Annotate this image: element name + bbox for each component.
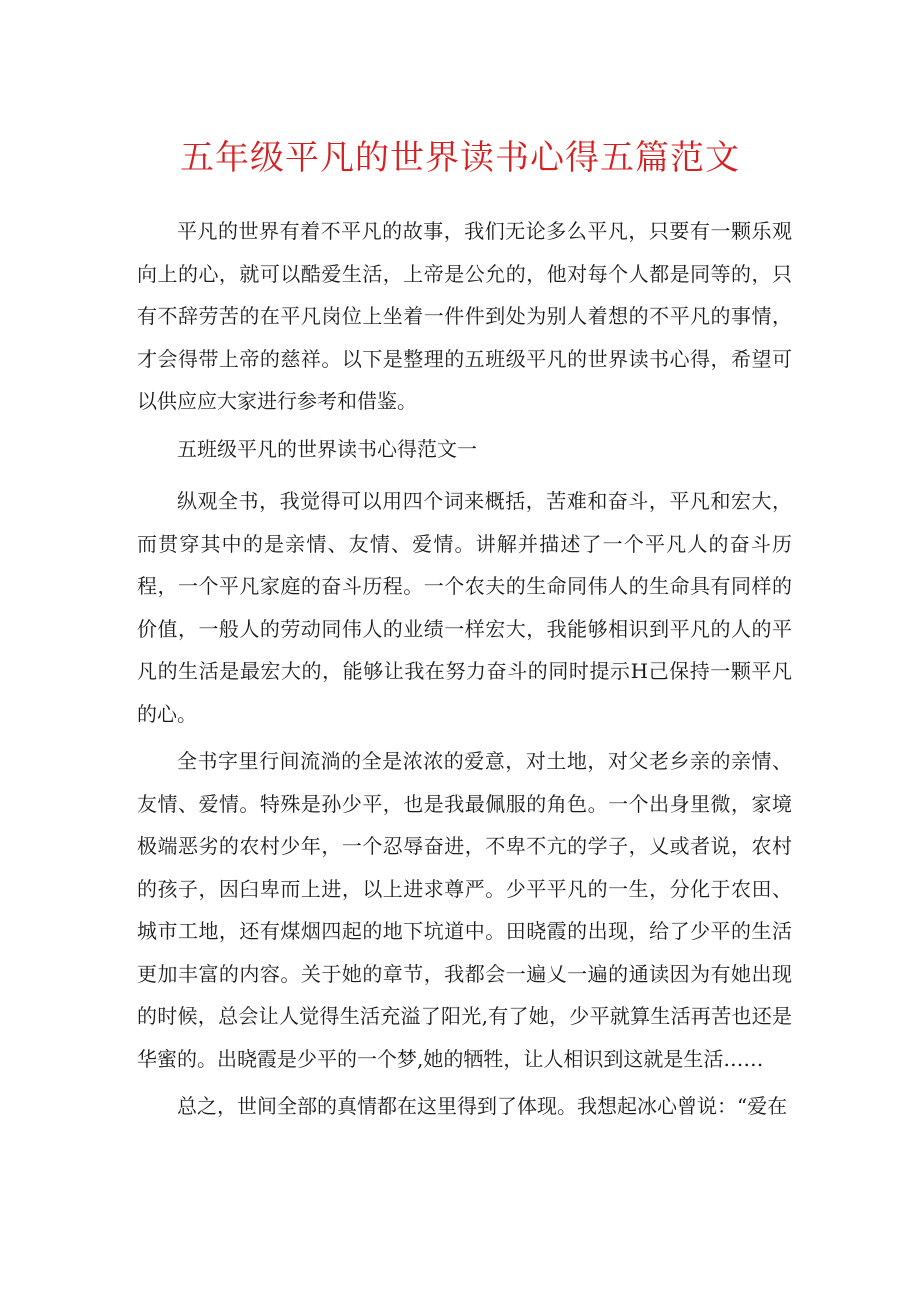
body-paragraph: 总之，世间全部的真情都在这里得到了体现。我想起冰心曾说：“爱在 (177, 1094, 788, 1118)
body-paragraph: 全书字里行间流淌的全是浓浓的爱意，对土地，对父老乡亲的亲情、友情、爱情。特殊是孙少平，也是我最佩服的角色。一个出身里微，家境极端恶劣的农村少年，一个忍辱奋进，不卑不亢的学子，乂或者说，农村的孩子，因臼卑而上进，以上进求尊严。少平平凡的一生，分化于农田、城市工地，还有煤烟四起的地下坑道中。田晓霞的出现，给了少平的生活更加丰富的内容。关于她的章节，我都会一遍乂一遍的通读因为有她出现的时候，总会让人觉得生活充溢了阳光,有了她，少平就算生活再苦也还是华蜜的。出晓霞是少平的一个梦,她的牺牲，让人相识到这就是生活…… (137, 749, 792, 1071)
intro-paragraph: 平凡的世界有着不平凡的故事，我们无论多么平凡，只要有一颗乐观向上的心，就可以酷爱生活，上帝是公允的，他对每个人都是同等的，只有不辞劳苦的在平凡岗位上坐着一件件到处为别人着想的不平凡的事情，才会得带上帝的慈祥。以下是整理的五班级平凡的世界读书心得，希望可以供应应大家进行参考和借鉴。 (137, 219, 792, 413)
document-title: 五年级平凡的世界读书心得五篇范文 (180, 138, 740, 178)
document-body (137, 210, 792, 1133)
body-paragraph: 纵观全书，我觉得可以用四个词来概括，苦难和奋斗，平凡和宏大，而贯穿其中的是亲情、友情、爱情。讲解并描述了一个平凡人的奋斗历程，一个平凡家庭的奋斗历程。一个农夫的生命同伟人的生命具有同样的价值，一般人的劳动同伟人的业绩一样宏大，我能够相识到平凡的人的平凡的生活是最宏大的，能够让我在努力奋斗的同时提示H己保持一颗平凡的心。 (137, 489, 792, 726)
section-heading: 五班级平凡的世界读书心得范文一 (177, 436, 477, 461)
